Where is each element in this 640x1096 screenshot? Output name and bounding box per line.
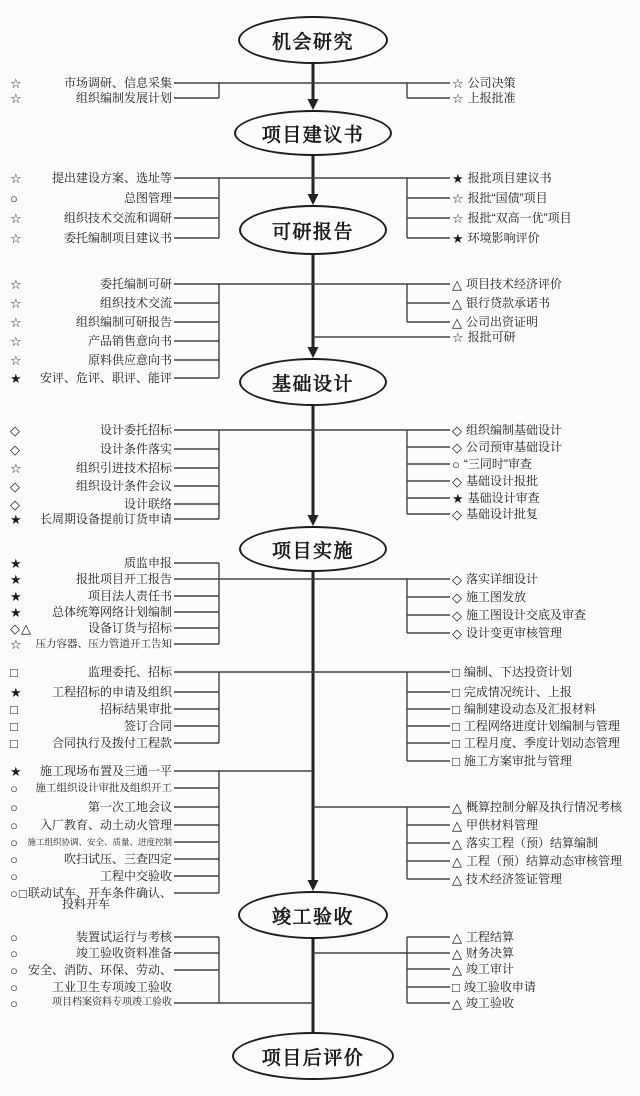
diamond-icon: ◇ — [10, 422, 21, 438]
task-label: 原料供应意向书 — [87, 353, 172, 367]
task-item-right — [452, 295, 550, 311]
triangle-icon: △ — [452, 314, 463, 330]
task-label: 组织设计条件会议 — [75, 479, 172, 493]
square-icon: □ — [10, 735, 19, 751]
triangle-icon: △ — [452, 799, 463, 815]
task-item-left — [10, 664, 172, 680]
task-label: 组织编制发展计划 — [75, 91, 172, 105]
node-label: 项目后评价 — [261, 1047, 365, 1069]
task-item-right — [452, 945, 514, 961]
task-label: 施工现场布置及三通一平 — [39, 764, 172, 778]
task-item-left — [10, 851, 172, 867]
star-filled-icon: ★ — [10, 370, 23, 386]
task-item-left — [10, 370, 172, 386]
task-item-right — [452, 589, 526, 605]
circle-icon: ○ — [10, 962, 19, 978]
task-item-right — [452, 607, 586, 623]
task-label: 报批“国债”项目 — [467, 191, 548, 205]
task-item-left — [10, 170, 172, 186]
task-label: 压力容器、压力管道开工告知 — [35, 638, 172, 650]
task-label: 施工组织设计审批及组织开工 — [35, 782, 172, 794]
diamond-icon: ◇ — [10, 441, 21, 457]
task-label: 概算控制分解及执行情况考核 — [466, 800, 623, 814]
diamond-icon: ◇ — [452, 571, 463, 587]
task-label: 公司出资证明 — [466, 315, 539, 329]
star-outline-icon: ☆ — [452, 90, 465, 106]
node-label: 基础设计 — [271, 373, 354, 395]
task-item-left — [10, 555, 172, 571]
task-item-left — [10, 314, 172, 330]
star-filled-icon: ★ — [10, 588, 23, 604]
task-label: 基础设计批复 — [466, 507, 539, 521]
task-item-left — [10, 780, 172, 796]
task-label: 施工图设计交底及审查 — [466, 608, 587, 622]
task-item-left — [10, 441, 172, 457]
task-item-right — [452, 190, 548, 206]
task-item-left — [10, 352, 172, 368]
task-label: 公司决策 — [467, 76, 516, 90]
task-item-left — [10, 962, 172, 978]
task-label: 项目档案资料专项竣工验收 — [52, 997, 172, 1008]
star-outline-icon: ☆ — [10, 295, 23, 311]
circle-icon: ○ — [452, 456, 461, 472]
star-filled-icon: ★ — [452, 230, 465, 246]
node-label: 可研报告 — [271, 221, 354, 243]
star-outline-icon: ☆ — [10, 230, 23, 246]
flow-node-completion-acceptance — [238, 891, 388, 939]
task-item-left — [10, 210, 172, 226]
task-item-left — [10, 90, 172, 106]
task-label: 报批可研 — [467, 330, 516, 344]
task-item-right — [452, 995, 514, 1011]
task-label: 提出建设方案、选址等 — [51, 171, 172, 185]
circle-icon: ○ — [10, 834, 19, 850]
star-outline-icon: ☆ — [10, 170, 23, 186]
task-item-left — [10, 295, 172, 311]
task-label: 组织编制基础设计 — [466, 423, 563, 437]
task-item-left — [10, 620, 172, 636]
task-item-left — [10, 763, 172, 779]
task-label: 基础设计审查 — [467, 491, 540, 505]
task-label: 安全、消防、环保、劳动、 — [27, 963, 172, 977]
square-icon: □ — [452, 753, 461, 769]
task-item-right — [452, 835, 598, 851]
star-outline-icon: ☆ — [452, 75, 465, 91]
task-item-right — [452, 422, 562, 438]
task-item-right — [452, 456, 532, 472]
arrowhead-icon — [308, 194, 319, 205]
diamond-icon: ◇ — [452, 607, 463, 623]
star-filled-icon: ★ — [10, 604, 23, 620]
task-label: 甲供材料管理 — [466, 818, 539, 832]
task-label: 报批项目建议书 — [467, 171, 552, 185]
task-label: 招标结果审批 — [99, 702, 172, 716]
flow-node-project-implementation — [239, 526, 387, 572]
task-item-left — [10, 75, 172, 91]
task-item-left — [10, 230, 172, 246]
diamond-icon: ◇ — [452, 439, 463, 455]
task-label: 报批项目开工报告 — [75, 572, 172, 586]
task-item-right — [452, 799, 622, 815]
task-label: 装置试运行与考核 — [75, 930, 172, 944]
task-item-left — [10, 735, 172, 751]
task-label: 施工方案审批与管理 — [463, 754, 572, 768]
star-filled-icon: ★ — [10, 571, 23, 587]
task-label: 竣工验收 — [466, 996, 515, 1010]
task-item-right — [452, 75, 516, 91]
circle-square-icon: ○□ — [10, 885, 28, 901]
diamond-icon: ◇ — [452, 589, 463, 605]
task-label: “三同时”审查 — [463, 457, 532, 471]
task-label: 工业卫生专项竣工验收 — [51, 980, 172, 994]
task-label: 施工图发放 — [466, 590, 527, 604]
task-label: 项目技术经济评价 — [466, 277, 563, 291]
star-outline-icon: ☆ — [10, 210, 23, 226]
task-label: 上报批准 — [467, 91, 516, 105]
star-outline-icon: ☆ — [452, 210, 465, 226]
circle-icon: ○ — [10, 780, 19, 796]
star-outline-icon: ☆ — [10, 90, 23, 106]
task-item-right — [452, 735, 620, 751]
task-item-right — [452, 853, 622, 869]
star-filled-icon: ★ — [10, 763, 23, 779]
triangle-icon: △ — [452, 871, 463, 887]
star-outline-icon: ☆ — [10, 333, 23, 349]
star-outline-icon: ☆ — [10, 314, 23, 330]
triangle-icon: △ — [452, 835, 463, 851]
task-item-left — [10, 868, 172, 884]
task-label: 竣工审计 — [466, 962, 515, 976]
task-item-left — [10, 422, 172, 438]
task-item-right — [452, 571, 538, 587]
task-item-right — [452, 684, 572, 700]
task-item-left — [10, 817, 172, 833]
task-label: 委托编制可研 — [99, 277, 172, 291]
diamond-icon: ◇ — [452, 625, 463, 641]
task-label: 联动试车、开车条件确认、 — [27, 886, 172, 900]
triangle-icon: △ — [452, 945, 463, 961]
task-label: 技术经济签证管理 — [466, 872, 563, 886]
task-label: 设计条件落实 — [99, 442, 172, 456]
task-label: 吹扫试压、三查四定 — [63, 852, 172, 866]
flow-node-feasibility-report — [239, 205, 387, 255]
task-item-left — [10, 190, 172, 206]
star-outline-icon: ☆ — [10, 276, 23, 292]
task-label: 总体统筹网络计划编制 — [51, 605, 172, 619]
task-item-right — [452, 329, 516, 345]
task-label: 基础设计报批 — [466, 474, 539, 488]
square-icon: □ — [452, 664, 461, 680]
star-outline-icon: ☆ — [452, 329, 465, 345]
circle-icon: ○ — [10, 995, 19, 1011]
square-icon: □ — [452, 718, 461, 734]
task-item-right — [452, 701, 596, 717]
task-label: 委托编制项目建议书 — [63, 231, 172, 245]
task-item-right — [452, 817, 538, 833]
task-item-right — [452, 276, 562, 292]
task-item-left — [10, 995, 172, 1011]
triangle-icon: △ — [452, 853, 463, 869]
circle-icon: ○ — [10, 979, 19, 995]
flow-node-project-proposal — [234, 110, 392, 156]
diamond-icon: ◇ — [452, 422, 463, 438]
star-filled-icon: ★ — [10, 684, 23, 700]
task-label: 环境影响评价 — [467, 231, 540, 245]
task-label: 设计委托招标 — [99, 423, 172, 437]
arrowhead-icon — [308, 515, 319, 526]
task-label: 项目法人责任书 — [87, 589, 172, 603]
task-item-right — [452, 718, 620, 734]
arrowhead-icon — [308, 880, 319, 891]
task-label: 监理委托、招标 — [87, 665, 172, 679]
task-label: 工程中交验收 — [99, 869, 172, 883]
triangle-icon: △ — [452, 276, 463, 292]
triangle-icon: △ — [452, 295, 463, 311]
task-item-left — [10, 571, 172, 587]
task-item-left — [10, 588, 172, 604]
node-label: 机会研究 — [271, 31, 354, 53]
task-item-left — [10, 834, 172, 850]
square-icon: □ — [10, 664, 19, 680]
circle-icon: ○ — [10, 190, 19, 206]
node-label: 项目建议书 — [261, 124, 365, 146]
flow-node-basic-design — [239, 358, 387, 406]
square-icon: □ — [10, 718, 19, 734]
task-item-right — [452, 230, 540, 246]
task-item-right — [452, 473, 538, 489]
circle-icon: ○ — [10, 817, 19, 833]
task-item-left — [10, 460, 172, 476]
task-label: 报批“双高一优”项目 — [467, 211, 572, 225]
triangle-icon: △ — [452, 817, 463, 833]
circle-icon: ○ — [10, 868, 19, 884]
star-outline-icon: ☆ — [10, 352, 23, 368]
task-label: 工程结算 — [466, 930, 515, 944]
task-label: 编制建设动态及汇报材料 — [463, 702, 596, 716]
diamond-icon: ◇ — [10, 478, 21, 494]
circle-icon: ○ — [10, 851, 19, 867]
task-label: 工程招标的申请及组织 — [51, 685, 172, 699]
task-label: 组织编制可研报告 — [75, 315, 172, 329]
task-label: 落实详细设计 — [466, 572, 539, 586]
square-icon: □ — [452, 979, 461, 995]
task-label: 第一次工地会议 — [87, 800, 172, 814]
square-icon: □ — [452, 684, 461, 700]
task-item-right — [452, 979, 536, 995]
star-outline-icon: ☆ — [452, 190, 465, 206]
task-item-right — [452, 871, 562, 887]
task-item-left — [10, 276, 172, 292]
triangle-icon: △ — [452, 995, 463, 1011]
task-label: 入厂教育、动土动火管理 — [39, 818, 172, 832]
task-item-right — [452, 170, 552, 186]
task-label: 落实工程（预）结算编制 — [466, 836, 599, 850]
star-filled-icon: ★ — [452, 170, 465, 186]
task-item-left — [10, 478, 172, 494]
task-item-right — [452, 314, 538, 330]
task-label: 工程月度、季度计划动态管理 — [463, 736, 620, 750]
task-item-left — [10, 929, 172, 945]
task-label: 安评、危评、职评、能评 — [39, 371, 172, 385]
star-filled-icon: ★ — [10, 555, 23, 571]
diamond-triangle-icon: ◇△ — [10, 620, 32, 636]
task-item-right — [452, 664, 572, 680]
task-label: 合同执行及拨付工程款 — [51, 736, 172, 750]
arrowhead-icon — [308, 99, 319, 110]
circle-icon: ○ — [10, 945, 19, 961]
task-item-right — [452, 90, 516, 106]
task-label: 组织引进技术招标 — [75, 461, 172, 475]
task-label: 施工组织协调、安全、质量、进度控制 — [27, 837, 172, 847]
task-label: 市场调研、信息采集 — [63, 76, 172, 90]
task-item-left — [10, 604, 172, 620]
star-outline-icon: ☆ — [10, 636, 23, 652]
task-label: 组织技术交流 — [99, 296, 172, 310]
triangle-icon: △ — [452, 961, 463, 977]
node-label: 竣工验收 — [271, 906, 354, 928]
circle-icon: ○ — [10, 799, 19, 815]
task-item-left — [10, 799, 172, 815]
star-outline-icon: ☆ — [10, 460, 23, 476]
task-label: 签订合同 — [123, 719, 172, 733]
square-icon: □ — [452, 735, 461, 751]
task-label: 银行贷款承诺书 — [466, 296, 551, 310]
task-label: 竣工验收资料准备 — [75, 946, 172, 960]
task-label: 竣工验收申请 — [463, 980, 536, 994]
flow-node-opportunity-research — [238, 16, 388, 64]
square-icon: □ — [10, 701, 19, 717]
task-item-right — [452, 439, 562, 455]
task-item-right — [452, 929, 514, 945]
task-item-right — [452, 490, 540, 506]
task-item-right — [452, 625, 562, 641]
diamond-icon: ◇ — [10, 496, 21, 512]
task-label: 设备订货与招标 — [87, 621, 172, 635]
triangle-icon: △ — [452, 929, 463, 945]
task-label: 编制、下达投资计划 — [463, 665, 572, 679]
task-label: 总图管理 — [123, 191, 172, 205]
task-label: 组织技术交流和调研 — [63, 211, 172, 225]
task-label: 产品销售意向书 — [87, 334, 172, 348]
star-filled-icon: ★ — [452, 490, 465, 506]
task-label-line2: 投料开车 — [62, 897, 111, 911]
task-item-right — [452, 961, 514, 977]
circle-icon: ○ — [10, 929, 19, 945]
task-item-right — [452, 753, 572, 769]
task-label: 质监申报 — [123, 556, 172, 570]
diamond-icon: ◇ — [452, 506, 463, 522]
task-item-left — [10, 496, 172, 512]
task-label: 公司预审基础设计 — [466, 440, 563, 454]
task-item-left — [10, 684, 172, 700]
task-label: 设计联络 — [123, 497, 172, 511]
task-label: 财务决算 — [466, 946, 515, 960]
flow-node-post-evaluation — [232, 1032, 394, 1080]
node-label: 项目实施 — [271, 540, 354, 562]
task-label: 工程网络进度计划编制与管理 — [463, 719, 620, 733]
task-item-left — [10, 945, 172, 961]
task-item-left — [10, 718, 172, 734]
task-item-left — [10, 511, 172, 527]
task-item-right — [452, 210, 572, 226]
task-item-left — [10, 333, 172, 349]
arrowhead-icon — [308, 347, 319, 358]
task-item-left — [10, 636, 172, 652]
task-item-left — [10, 701, 172, 717]
task-item-right — [452, 506, 538, 522]
square-icon: □ — [452, 701, 461, 717]
diamond-icon: ◇ — [452, 473, 463, 489]
task-label: 长周期设备提前订货申请 — [39, 512, 172, 526]
task-label: 完成情况统计、上报 — [463, 685, 572, 699]
star-filled-icon: ★ — [10, 511, 23, 527]
task-label: 设计变更审核管理 — [466, 626, 563, 640]
task-label: 工程（预）结算动态审核管理 — [466, 854, 623, 868]
star-outline-icon: ☆ — [10, 75, 23, 91]
task-item-left — [10, 979, 172, 995]
